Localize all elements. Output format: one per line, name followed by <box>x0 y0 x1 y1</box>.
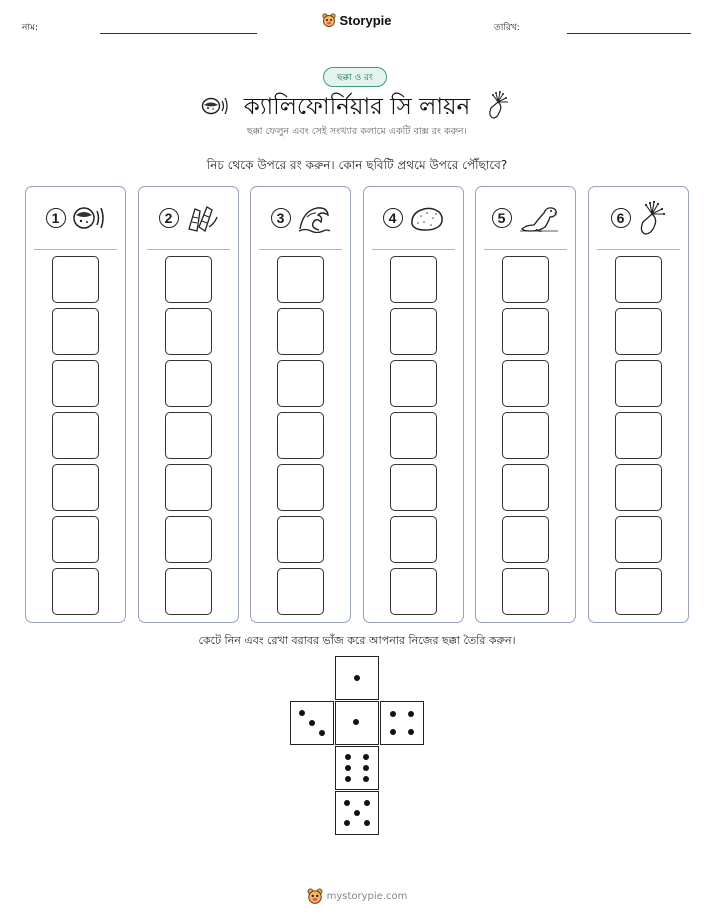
column-divider <box>259 249 342 250</box>
die-pip <box>353 719 359 725</box>
die-pip <box>299 710 305 716</box>
color-box[interactable] <box>502 464 549 511</box>
color-box[interactable] <box>52 412 99 459</box>
name-label: নাম: <box>22 23 39 33</box>
die-pip <box>319 730 325 736</box>
sea-anemone-icon <box>484 90 510 120</box>
column-3 <box>250 186 351 623</box>
color-box[interactable] <box>52 516 99 563</box>
color-box[interactable] <box>615 412 662 459</box>
column-header <box>364 197 463 239</box>
die-face-1 <box>335 656 379 700</box>
die-face-1 <box>335 701 379 745</box>
color-box[interactable] <box>502 360 549 407</box>
color-box[interactable] <box>615 256 662 303</box>
coloring-instruction: নিচ থেকে উপরে রং করুন। কোন ছবিটি প্রথমে উপরে পৌঁছাবে? <box>206 158 508 172</box>
column-divider <box>484 249 567 250</box>
sea-lion-head-icon <box>72 204 106 232</box>
die-pip <box>344 800 350 806</box>
color-box[interactable] <box>502 308 549 355</box>
color-box[interactable] <box>277 568 324 615</box>
wave-icon <box>297 203 331 233</box>
color-box[interactable] <box>390 308 437 355</box>
die-pip <box>309 720 315 726</box>
column-divider <box>147 249 230 250</box>
rock-icon <box>409 204 445 232</box>
die-face-5 <box>335 791 379 835</box>
color-box[interactable] <box>615 464 662 511</box>
color-box[interactable] <box>502 412 549 459</box>
column-1 <box>25 186 126 623</box>
color-box[interactable] <box>52 464 99 511</box>
die-pip <box>345 776 351 782</box>
die-pip <box>344 820 350 826</box>
name-line[interactable] <box>100 33 257 34</box>
color-box[interactable] <box>277 360 324 407</box>
column-6 <box>588 186 689 623</box>
column-5 <box>475 186 576 623</box>
column-divider <box>372 249 455 250</box>
storypie-mascot-icon <box>322 13 336 28</box>
column-number: 5 <box>492 208 512 228</box>
color-box[interactable] <box>615 360 662 407</box>
color-box[interactable] <box>277 464 324 511</box>
die-pip <box>364 800 370 806</box>
footer <box>0 888 714 905</box>
column-number: 2 <box>159 208 179 228</box>
column-2 <box>138 186 239 623</box>
die-pip <box>390 729 396 735</box>
color-box[interactable] <box>502 516 549 563</box>
die-face-3 <box>290 701 334 745</box>
color-box[interactable] <box>165 360 212 407</box>
die-net <box>290 656 424 836</box>
die-pip <box>390 711 396 717</box>
die-pip <box>408 711 414 717</box>
cut-instruction: কেটে নিন এবং রেখা বরাবর ভাঁজ করে আপনার নিজের ছক্কা তৈরি করুন। <box>198 634 516 647</box>
column-4 <box>363 186 464 623</box>
column-number: 4 <box>383 208 403 228</box>
die-pip <box>408 729 414 735</box>
die-pip <box>363 765 369 771</box>
color-box[interactable] <box>165 568 212 615</box>
column-number: 1 <box>46 208 66 228</box>
storypie-mascot-icon <box>307 888 323 905</box>
footer-url[interactable]: mystorypie.com <box>326 891 408 902</box>
color-box[interactable] <box>165 516 212 563</box>
color-box[interactable] <box>165 464 212 511</box>
color-box[interactable] <box>390 360 437 407</box>
die-pip <box>363 776 369 782</box>
sea-lion-icon <box>518 203 560 233</box>
color-box[interactable] <box>277 308 324 355</box>
color-box[interactable] <box>277 516 324 563</box>
page-subtitle: ছক্কা ফেলুন এবং সেই সংখ্যার কলামে একটি বাক্স রং করুন। <box>247 126 467 137</box>
color-box[interactable] <box>52 256 99 303</box>
column-divider <box>34 249 117 250</box>
brand-name: Storypie <box>339 13 392 28</box>
color-box[interactable] <box>615 516 662 563</box>
column-header <box>476 197 575 239</box>
die-pip <box>363 754 369 760</box>
column-number: 6 <box>611 208 631 228</box>
flippers-icon <box>185 203 219 233</box>
color-box[interactable] <box>502 568 549 615</box>
column-header <box>251 197 350 239</box>
die-pip <box>364 820 370 826</box>
color-box[interactable] <box>390 516 437 563</box>
page-title: ক্যালিফোর্নিয়ার সি লায়ন <box>243 94 471 120</box>
color-box[interactable] <box>52 568 99 615</box>
color-box[interactable] <box>165 412 212 459</box>
die-pip <box>354 675 360 681</box>
column-header <box>139 197 238 239</box>
color-box[interactable] <box>615 568 662 615</box>
color-box[interactable] <box>390 412 437 459</box>
color-box[interactable] <box>52 308 99 355</box>
die-face-6 <box>335 746 379 790</box>
column-number: 3 <box>271 208 291 228</box>
die-pip <box>345 765 351 771</box>
color-box[interactable] <box>615 308 662 355</box>
color-box[interactable] <box>390 568 437 615</box>
color-box[interactable] <box>390 464 437 511</box>
brand-logo <box>0 13 714 28</box>
color-box[interactable] <box>502 256 549 303</box>
die-pip <box>345 754 351 760</box>
die-pip <box>354 810 360 816</box>
color-box[interactable] <box>165 308 212 355</box>
color-box[interactable] <box>277 256 324 303</box>
color-box[interactable] <box>165 256 212 303</box>
activity-badge: ছক্কা ও রং <box>323 67 387 87</box>
color-box[interactable] <box>277 412 324 459</box>
column-header <box>589 197 688 239</box>
color-box[interactable] <box>390 256 437 303</box>
color-box[interactable] <box>52 360 99 407</box>
date-label: তারিখ: <box>494 23 520 33</box>
die-face-4 <box>380 701 424 745</box>
column-divider <box>597 249 680 250</box>
date-line[interactable] <box>567 33 691 34</box>
column-header <box>26 197 125 239</box>
sea-anemone-icon <box>637 200 667 236</box>
